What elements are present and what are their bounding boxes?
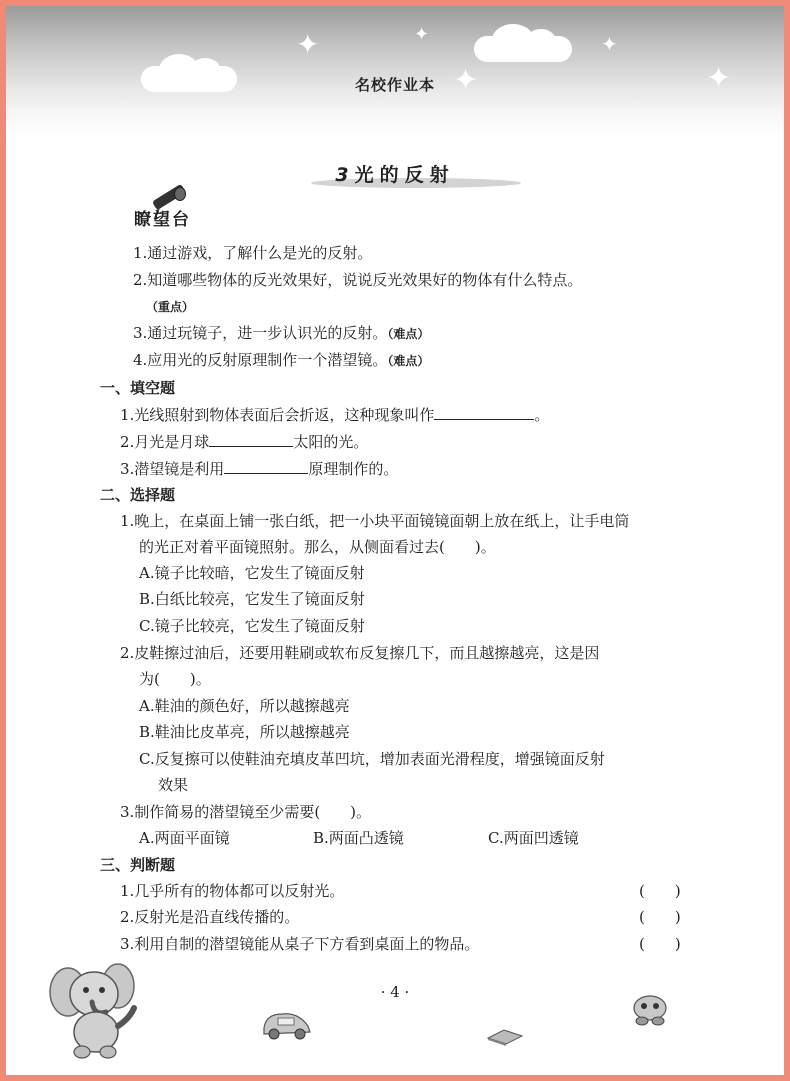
star-icon: ✦ (414, 24, 430, 45)
watch-item-1: 1.通过游戏，了解什么是光的反射。 (133, 244, 373, 262)
watch-heading: 瞭望台 (134, 210, 191, 230)
fill-question-1: 1.光线照射到物体表面后会折返，这种现象叫作 。 (120, 403, 549, 426)
watch-item-2: 2.知道哪些物体的反光效果好，说说反光效果好的物体有什么特点。 (133, 271, 583, 289)
lesson-name: 光的反射 (354, 164, 455, 186)
elephant-mascot (46, 956, 142, 1060)
choice-option: C.镜子比较亮，它发生了镜面反射 (139, 617, 365, 635)
lesson-number: 3 (335, 164, 355, 186)
small-book-icon (486, 1026, 524, 1046)
answer-blank[interactable] (209, 430, 293, 447)
star-icon: ✦ (706, 61, 732, 96)
watch-item-3: 3.通过玩镜子，进一步认识光的反射。（难点） (133, 324, 430, 342)
answer-blank[interactable] (434, 403, 534, 420)
fill-question-2: 2.月光是月球 太阳的光。 (120, 430, 368, 453)
answer-paren[interactable]: ( ) (639, 935, 681, 953)
choice-option-continued: 效果 (158, 776, 189, 794)
choice-option: A.镜子比较暗，它发生了镜面反射 (139, 564, 365, 582)
choice-option: C.两面凹透镜 (488, 829, 579, 847)
choice-option: A.两面平面镜 (139, 829, 230, 847)
section-choice-title: 二、选择题 (100, 486, 176, 504)
choice-question-2-line1: 2.皮鞋擦过油后，还要用鞋刷或软布反复擦几下，而且越擦越亮，这是因 (120, 644, 600, 662)
watch-tag-key: （重点） (146, 300, 195, 314)
choice-question-2-line2: 为( )。 (139, 670, 211, 688)
section-judgement-title: 三、判断题 (100, 856, 176, 874)
choice-option: B.白纸比较亮，它发生了镜面反射 (139, 590, 365, 608)
fill-question-3: 3.潜望镜是利用 原理制作的。 (120, 457, 398, 480)
section-fill-blank-title: 一、填空题 (100, 379, 176, 397)
choice-question-1-line2: 的光正对着平面镜照射。那么，从侧面看过去( )。 (139, 538, 496, 556)
answer-paren[interactable]: ( ) (639, 882, 681, 900)
star-icon: ✦ (453, 63, 479, 98)
answer-paren[interactable]: ( ) (639, 908, 681, 926)
answer-blank[interactable] (224, 457, 308, 474)
judgement-question-1: 1.几乎所有的物体都可以反射光。 (120, 882, 345, 900)
judgement-question-2: 2.反射光是沿直线传播的。 (120, 908, 300, 926)
watch-tag-difficult: （难点） (387, 354, 430, 368)
header-title: 名校作业本 (354, 76, 435, 94)
judgement-question-3: 3.利用自制的潜望镜能从桌子下方看到桌面上的物品。 (120, 935, 480, 953)
page-number: · 4 · (380, 983, 410, 1001)
choice-option: C.反复擦可以使鞋油充填皮革凹坑，增加表面光滑程度，增强镜面反射 (139, 750, 605, 768)
choice-option: B.两面凸透镜 (313, 829, 404, 847)
worksheet-page (6, 6, 784, 1075)
watch-item-4: 4.应用光的反射原理制作一个潜望镜。（难点） (133, 351, 430, 369)
star-icon: ✦ (296, 28, 320, 61)
toy-robot-icon (630, 992, 670, 1026)
choice-question-1-line1: 1.晚上，在桌面上铺一张白纸，把一小块平面镜镜面朝上放在纸上，让手电筒 (120, 512, 630, 530)
choice-question-3: 3.制作简易的潜望镜至少需要( )。 (120, 803, 372, 821)
watch-tag-difficult: （难点） (387, 327, 430, 341)
toy-car-icon (258, 1006, 314, 1042)
choice-option: B.鞋油比皮革亮，所以越擦越亮 (139, 723, 350, 741)
choice-option: A.鞋油的颜色好，所以越擦越亮 (139, 697, 350, 715)
cloud-decoration-right (474, 36, 572, 62)
lesson-title (6, 160, 784, 187)
star-icon: ✦ (601, 32, 618, 56)
